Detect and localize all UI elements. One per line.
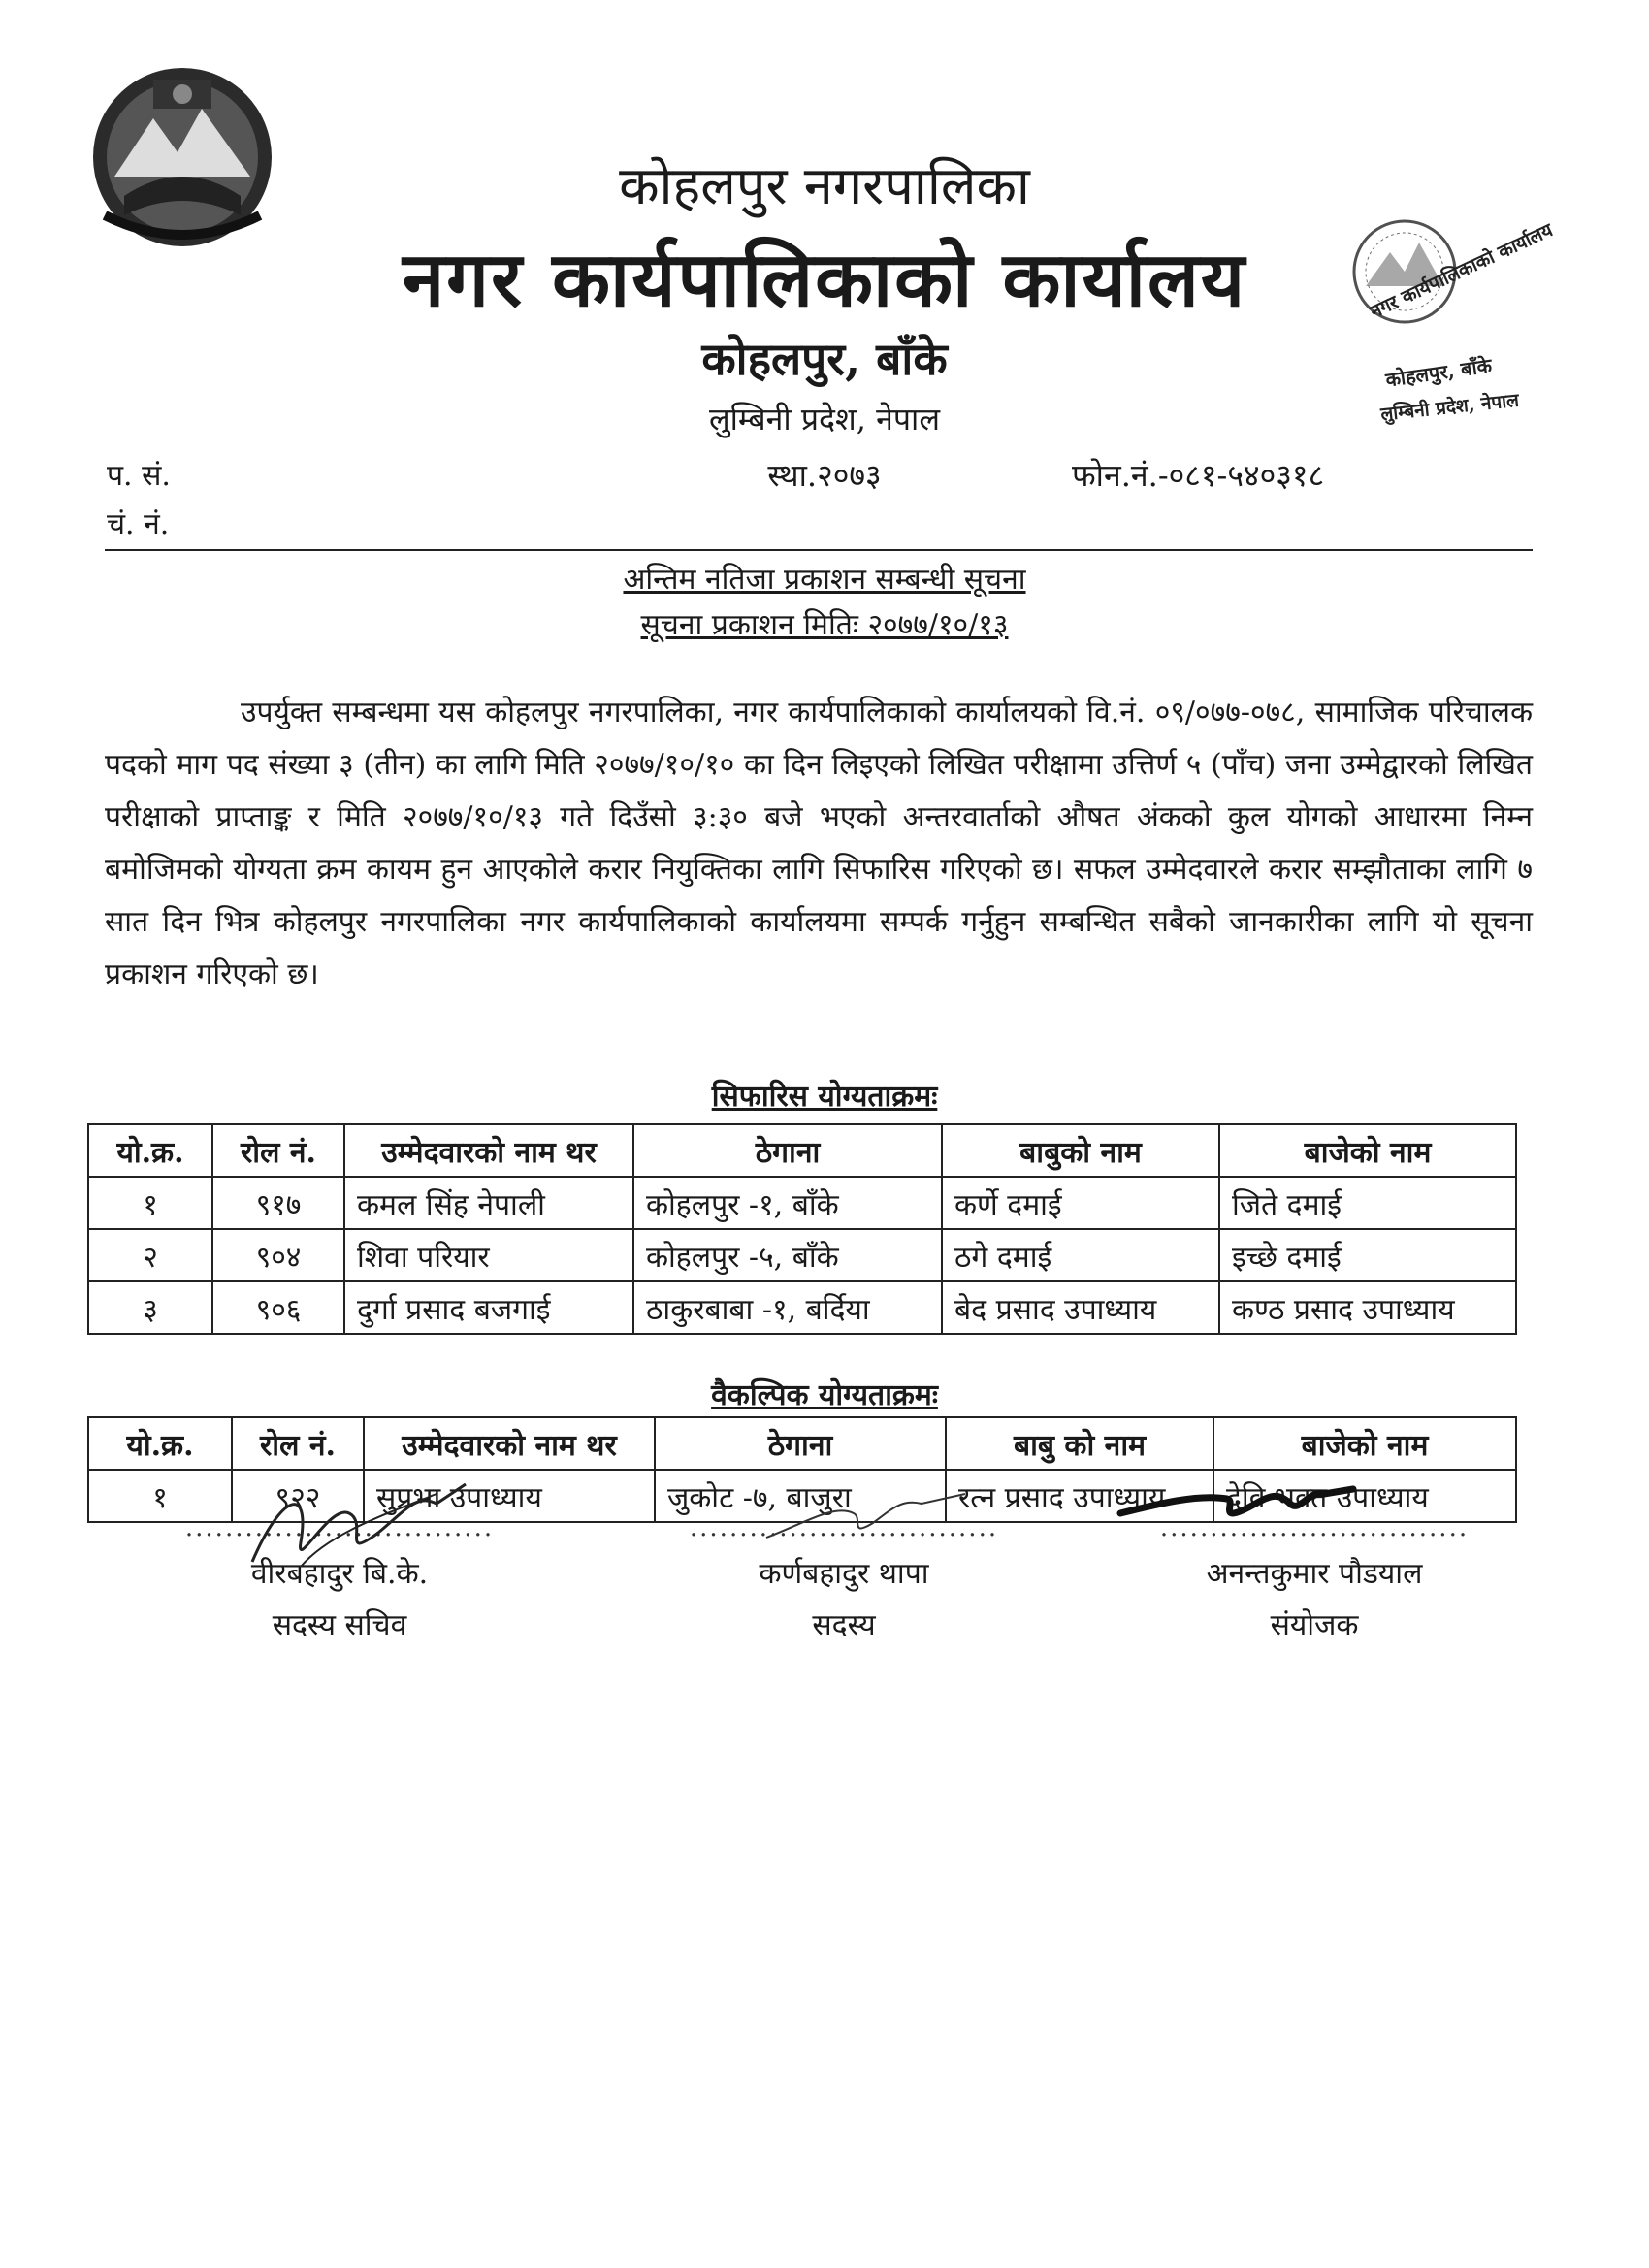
- col-address: ठेगाना: [655, 1417, 946, 1470]
- notice-date: सूचना प्रकाशन मितिः २०७७/१०/१३: [640, 608, 1009, 642]
- signatory-name: कर्णबहादुर थापा: [759, 1557, 929, 1591]
- col-father: बाबुको नाम: [942, 1124, 1219, 1177]
- header-divider: [105, 549, 1533, 551]
- cell-grandfather: जिते दमाई: [1219, 1177, 1516, 1229]
- cell-grandfather: कण्ठ प्रसाद उपाध्याय: [1219, 1281, 1516, 1334]
- cell-father: रत्न प्रसाद उपाध्याय: [946, 1470, 1213, 1522]
- notice-body: उपर्युक्त सम्बन्धमा यस कोहलपुर नगरपालिका, नगर कार्यपालिकाको कार्यालयको वि.नं. ०९/०७७-०७८, सामाजिक परिचालक पदको माग पद संख्या ३ (तीन) का लागि मिति २०७७/१०/१० का दिन लिइएको लिखित परीक्षामा उत्तिर्ण ५ (पाँच) जना उम्मेद्वारको लिखित परीक्षाको प्राप्ताङ्क र मिति २०७७/१०/१३ गते दिउँसो ३:३० बजे भएको अन्तरवार्ताको औषत अंकको कुल योगको आधारमा निम्न बमोजिमको योग्यता क्रम कायम हुन आएकोले करार नियुक्तिका लागि सिफारिस गरिएको छ। सफल उम्मेदवारले करार सम्झौताका लागि ७ सात दिन भित्र कोहलपुर नगरपालिका नगर कार्यपालिकाको कार्यालयमा सम्पर्क गर्नुहुन सम्बन्धित सबैको जानकारीका लागि यो सूचना प्रकाशन गरिएको छ।: [105, 696, 1533, 991]
- table-row: [88, 1229, 1516, 1281]
- cell-name: दुर्गा प्रसाद बजगाई: [344, 1281, 633, 1334]
- col-address: ठेगाना: [633, 1124, 942, 1177]
- office-name: नगर कार्यपालिकाको कार्यालय: [402, 236, 1247, 324]
- cell-grandfather: देवि भक्त उपाध्याय: [1213, 1470, 1516, 1522]
- phone-number: फोन.नं.-०८१-५४०३१८: [1072, 457, 1325, 494]
- cell-father: बेद प्रसाद उपाध्याय: [942, 1281, 1219, 1334]
- cell-grandfather: इच्छे दमाई: [1219, 1229, 1516, 1281]
- stamp-line-1: नगर कार्यपालिकाको कार्यालय: [1367, 219, 1557, 323]
- signature-block-secretary: [175, 1513, 504, 1643]
- office-location: कोहलपुर, बाँके: [701, 333, 948, 385]
- signatory-name: अनन्तकुमार पौडयाल: [1206, 1557, 1423, 1591]
- established-year: स्था.२०७३: [767, 457, 882, 494]
- alternate-heading: वैकल्पिक योग्यताक्रमः: [711, 1378, 938, 1412]
- dispatch-number-label: चं. नं.: [107, 507, 170, 541]
- cell-roll: ९०६: [212, 1281, 344, 1334]
- notice-title: अन्तिम नतिजा प्रकाशन सम्बन्धी सूचना: [623, 563, 1026, 597]
- col-serial: यो.क्र.: [88, 1417, 232, 1470]
- col-name: उम्मेदवारको नाम थर: [364, 1417, 655, 1470]
- signature-scribble-icon: [242, 1474, 475, 1581]
- reference-number-label: प. सं.: [107, 459, 171, 493]
- signatory-role: सदस्य: [812, 1608, 876, 1642]
- col-name: उम्मेदवारको नाम थर: [344, 1124, 633, 1177]
- cell-serial: २: [88, 1229, 212, 1281]
- stamp-line-2: कोहलपुर, बाँके: [1383, 353, 1494, 392]
- cell-address: जुकोट -७, बाजुरा: [655, 1470, 946, 1522]
- col-grandfather: बाजेको नाम: [1219, 1124, 1516, 1177]
- col-roll: रोल नं.: [232, 1417, 364, 1470]
- cell-name: कमल सिंह नेपाली: [344, 1177, 633, 1229]
- col-roll: रोल नं.: [212, 1124, 344, 1177]
- cell-roll: ९२२: [232, 1470, 364, 1522]
- cell-name: शिवा परियार: [344, 1229, 633, 1281]
- cell-address: कोहलपुर -५, बाँके: [633, 1229, 942, 1281]
- cell-serial: ३: [88, 1281, 212, 1334]
- table-header-row: [88, 1417, 1516, 1470]
- signatory-role: सदस्य सचिव: [272, 1608, 407, 1642]
- signature-line: ...............................: [184, 1513, 495, 1542]
- cell-name: सुप्रभा उपाध्याय: [364, 1470, 655, 1522]
- cell-serial: १: [88, 1177, 212, 1229]
- signature-block-coordinator: [1149, 1513, 1479, 1643]
- cell-roll: ९१७: [212, 1177, 344, 1229]
- recommended-table: [87, 1123, 1517, 1335]
- signature-scribble-icon: [1111, 1470, 1363, 1538]
- cell-father: ठगे दमाई: [942, 1229, 1219, 1281]
- signature-scribble-icon: [757, 1484, 970, 1552]
- signatory-name: वीरबहादुर बि.के.: [250, 1557, 429, 1591]
- cell-serial: १: [88, 1470, 232, 1522]
- table-row: [88, 1281, 1516, 1334]
- col-serial: यो.क्र.: [88, 1124, 212, 1177]
- cell-address: कोहलपुर -१, बाँके: [633, 1177, 942, 1229]
- table-header-row: [88, 1124, 1516, 1177]
- municipality-name: कोहलपुर नगरपालिका: [619, 155, 1030, 216]
- col-grandfather: बाजेको नाम: [1213, 1417, 1516, 1470]
- stamp-line-3: लुम्बिनी प्रदेश, नेपाल: [1379, 389, 1520, 426]
- cell-address: ठाकुरबाबा -१, बर्दिया: [633, 1281, 942, 1334]
- signatory-role: संयोजक: [1270, 1608, 1359, 1642]
- recommended-heading: सिफारिस योग्यताक्रमः: [711, 1080, 938, 1114]
- col-father: बाबु को नाम: [946, 1417, 1213, 1470]
- cell-roll: ९०४: [212, 1229, 344, 1281]
- province-name: लुम्बिनी प्रदेश, नेपाल: [708, 401, 941, 437]
- table-row: [88, 1177, 1516, 1229]
- signature-block-member: [679, 1513, 1009, 1643]
- signature-line: ...............................: [1159, 1513, 1470, 1542]
- cell-father: कर्णे दमाई: [942, 1177, 1219, 1229]
- signature-line: ...............................: [689, 1513, 999, 1542]
